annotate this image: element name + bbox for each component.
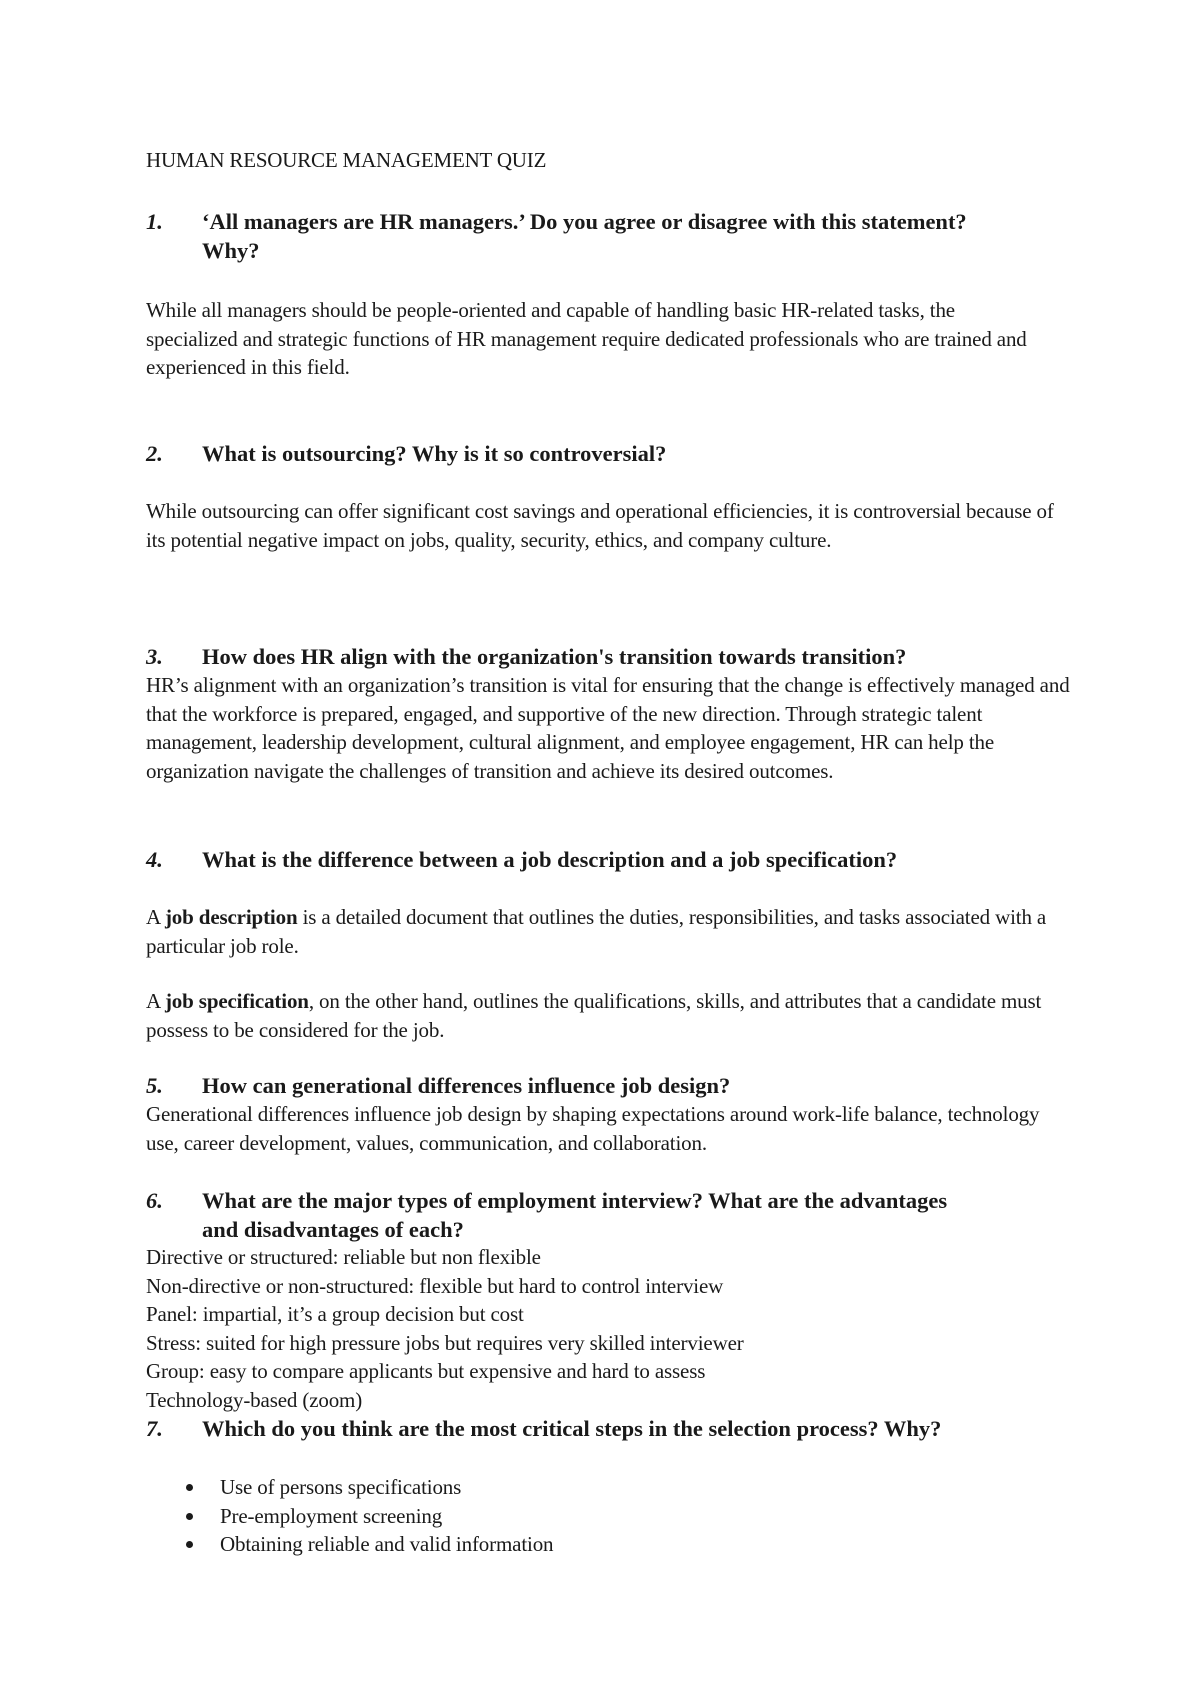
question-text: What is outsourcing? Why is it so controversial?: [202, 441, 667, 466]
question-text: What is the difference between a job description and a job specification?: [202, 847, 898, 872]
document-title: HUMAN RESOURCE MANAGEMENT QUIZ: [146, 148, 547, 172]
answer-text: HR’s alignment with an organization’s transition is vital for ensuring that the change is effectively managed and that the workforce is prepared, engaged, and supportive of the new direction. Through strategic talent management, leadership development, cultural alignment, and employee engagement, HR can help the organization navigate the challenges of transition and achieve its desired outcomes.: [146, 673, 1070, 783]
question-text: ‘All managers are HR managers.’ Do you agree or disagree with this statement? Why?: [202, 209, 967, 263]
question-number: 5.: [146, 1073, 163, 1098]
bullet-icon: [186, 1484, 193, 1491]
question-text: What are the major types of employment interview? What are the advantages and disadvantages of each?: [202, 1188, 948, 1242]
question-5: [146, 1071, 1086, 1100]
answer-6: [146, 1243, 1096, 1414]
answer-line: Stress: suited for high pressure jobs but requires very skilled interviewer: [146, 1330, 744, 1355]
question-text: How does HR align with the organization's transition towards transition?: [202, 644, 907, 669]
question-number: 7.: [146, 1416, 163, 1441]
answer-line: Non-directive or non-structured: flexible but hard to control interview: [146, 1273, 724, 1298]
question-number: 1.: [146, 209, 163, 234]
question-7: [146, 1414, 1086, 1443]
bullet-icon: [186, 1541, 193, 1548]
answer-line: Directive or structured: reliable but non flexible: [146, 1245, 541, 1269]
answer-line: Group: easy to compare applicants but expensive and hard to assess: [146, 1359, 706, 1383]
term-job-specification: job specification: [164, 989, 309, 1013]
question-2: [146, 439, 1086, 468]
list-item: Use of persons specifications: [178, 1473, 553, 1502]
answer-4a: [146, 903, 1066, 960]
answer-5: [146, 1100, 1046, 1157]
question-number: 3.: [146, 644, 163, 669]
answer-text: Generational differences influence job design by shaping expectations around work-life balance, technology use, career development, values, communication, and collaboration.: [146, 1102, 1040, 1155]
answer-line: Technology-based (zoom): [146, 1387, 363, 1412]
list-item: Obtaining reliable and valid information: [178, 1530, 553, 1559]
answer-2: [146, 497, 1066, 554]
answer-4b: [146, 987, 1066, 1044]
list-item: Pre-employment screening: [178, 1502, 553, 1531]
question-text: How can generational differences influence job design?: [202, 1073, 731, 1098]
question-text: Which do you think are the most critical steps in the selection process? Why?: [202, 1416, 942, 1441]
bullet-icon: [186, 1513, 193, 1520]
question-number: 6.: [146, 1188, 163, 1213]
answer-3: [146, 671, 1076, 785]
answer-1: [146, 296, 1046, 382]
question-number: 2.: [146, 441, 163, 466]
answer-text: A job description is a detailed document that outlines the duties, responsibilities, and tasks associated with a particular job role.: [146, 905, 1047, 958]
question-4: [146, 845, 1086, 874]
answer-text: While outsourcing can offer significant cost savings and operational efficiencies, it is controversial because of its potential negative impact on jobs, quality, security, ethics, and company culture.: [146, 499, 1054, 552]
term-job-description: job description: [164, 905, 298, 929]
question-number: 4.: [146, 847, 163, 872]
answer-text: A job specification, on the other hand, outlines the qualifications, skills, and attributes that a candidate must possess to be considered for the job.: [146, 989, 1042, 1042]
bullet-list: [178, 1473, 553, 1559]
question-3: [146, 642, 1086, 671]
answer-text: While all managers should be people-oriented and capable of handling basic HR-related tasks, the specialized and strategic functions of HR management require dedicated professionals who are trained and experienced in this field.: [146, 298, 1027, 379]
question-1: [146, 207, 1086, 265]
answer-line: Panel: impartial, it’s a group decision but cost: [146, 1302, 524, 1326]
question-6: [146, 1186, 1086, 1244]
